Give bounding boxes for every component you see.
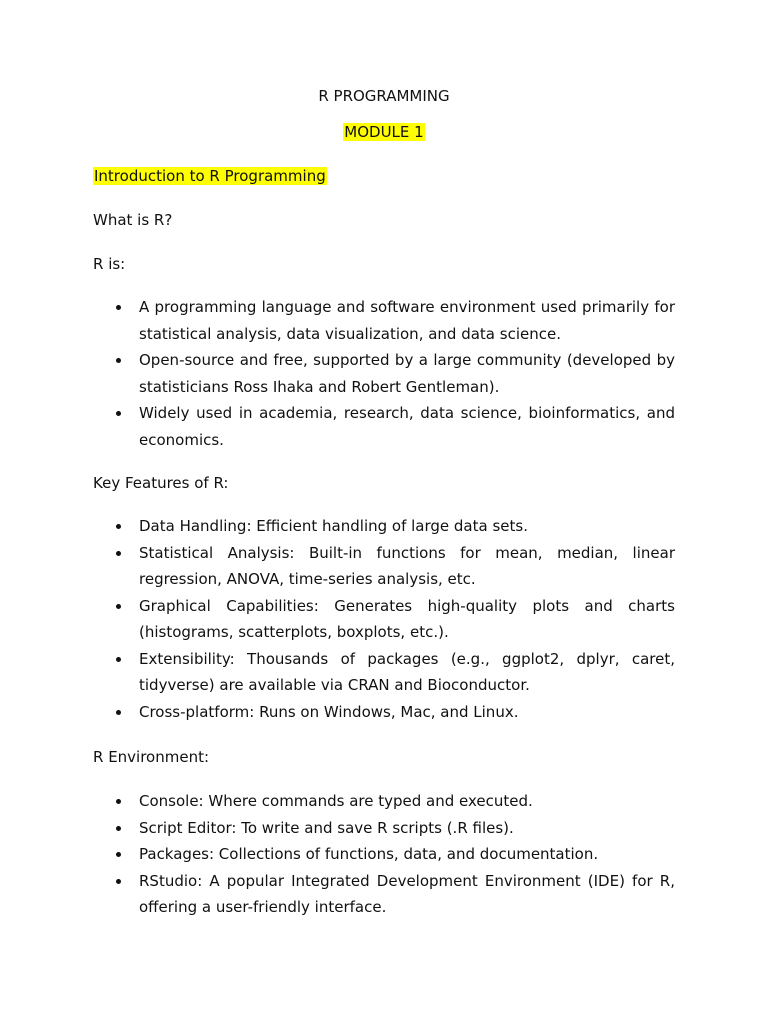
r-environment-list [93, 788, 675, 921]
module-heading [0, 122, 768, 142]
bullet-icon [116, 826, 121, 831]
bullet-icon [116, 305, 121, 310]
r-is-list [93, 294, 675, 453]
bullet-icon [116, 524, 121, 529]
list-item: Packages: Collections of functions, data, and documentation. [93, 841, 675, 868]
page-title [0, 86, 768, 106]
intro-heading-text: Introduction to R Programming [94, 167, 326, 185]
bullet-icon [116, 799, 121, 804]
list-item: Cross-platform: Runs on Windows, Mac, and Linux. [93, 699, 675, 726]
what-is-r-heading: What is R? [93, 211, 173, 229]
list-item: Widely used in academia, research, data science, bioinformatics, and economics. [93, 400, 675, 453]
bullet-icon [116, 879, 121, 884]
list-item: Data Handling: Efficient handling of large data sets. [93, 513, 675, 540]
bullet-icon [116, 358, 121, 363]
list-item: RStudio: A popular Integrated Development Environment (IDE) for R, offering a user-friendly interface. [93, 868, 675, 921]
bullet-icon [116, 657, 121, 662]
page-title-text: R PROGRAMMING [318, 87, 450, 105]
list-item: Console: Where commands are typed and executed. [93, 788, 675, 815]
module-heading-text: MODULE 1 [344, 123, 424, 141]
r-environment-label: R Environment: [93, 748, 210, 766]
list-item: A programming language and software environment used primarily for statistical analysis, data visualization, and data science. [93, 294, 675, 347]
list-item: Statistical Analysis: Built-in functions for mean, median, linear regression, ANOVA, time-series analysis, etc. [93, 540, 675, 593]
key-features-list [93, 513, 675, 725]
bullet-icon [116, 604, 121, 609]
intro-heading [93, 166, 327, 186]
key-features-label: Key Features of R: [93, 474, 229, 492]
bullet-icon [116, 710, 121, 715]
list-item: Script Editor: To write and save R scripts (.R files). [93, 815, 675, 842]
list-item: Open-source and free, supported by a large community (developed by statisticians Ross Ihaka and Robert Gentleman). [93, 347, 675, 400]
bullet-icon [116, 411, 121, 416]
list-item: Extensibility: Thousands of packages (e.g., ggplot2, dplyr, caret, tidyverse) are available via CRAN and Bioconductor. [93, 646, 675, 699]
bullet-icon [116, 551, 121, 556]
list-item: Graphical Capabilities: Generates high-quality plots and charts (histograms, scatterplots, boxplots, etc.). [93, 593, 675, 646]
r-is-label: R is: [93, 255, 126, 273]
bullet-icon [116, 852, 121, 857]
